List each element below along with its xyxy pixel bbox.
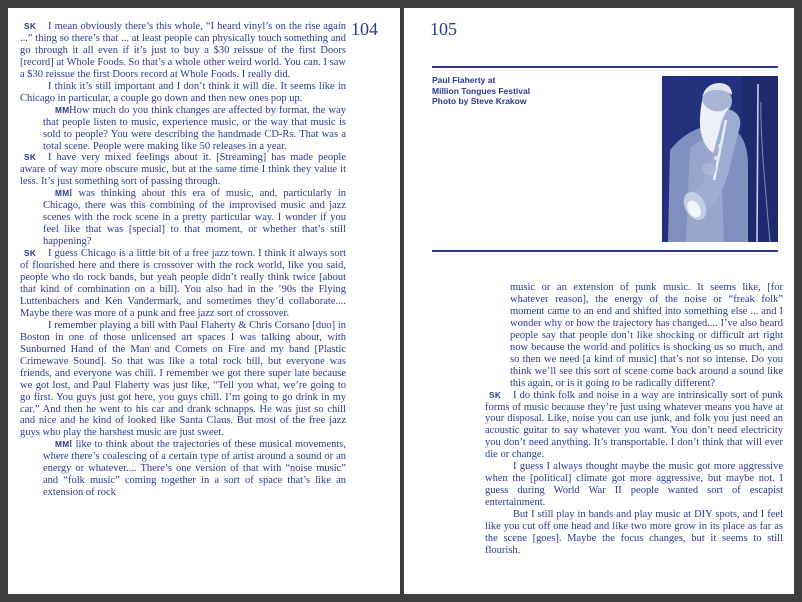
speech-block-mm: [43, 439, 346, 499]
speaker-label-sk: SK: [489, 389, 502, 400]
speech-block-continued: [20, 81, 346, 105]
speech-block-continued: [485, 509, 783, 557]
speech-text: I have very mixed feelings about it. [Streaming] has made people aware of way more obscure music, but at the same time I think they value it less. It’s just something sort of passing through.: [20, 152, 346, 188]
hand: [702, 163, 716, 175]
page-105: [404, 8, 794, 594]
saxophone-key: [714, 156, 718, 160]
speaker-label-mm: MM: [55, 439, 70, 450]
bottom-rule: [432, 250, 778, 252]
speech-text: I remember playing a bill with Paul Flaherty & Chris Corsano [duo] in Boston in one of those unlicensed art spaces I was talking about, with Sunburned Hand of the Man and Comets on Fire and my band [Plastic Crimewave Sound]. So that was like a total rock bill, but everyone was friends, and everyone was chill. I remember we got there super late because we got lost, and Paul Flaherty was just like, “Tell you what, we’re going to go first. You guys just got here, you guys chill. I’m going to go drink in my car.” And then he went to his car and drank schnapps. He was just so chill and nice and he kind of looked like Santa Claus. But most of the free jazz guys who play the harshest music are just sweet.: [20, 319, 346, 439]
left-text-column: [20, 21, 346, 499]
right-text-column: [485, 282, 783, 557]
speech-block-sk: [20, 248, 346, 320]
speech-text: I like to think about the trajectories of these musical movements, where there’s coalescing of a certain type of artist around a sound or an energy or whatever.... There’s one version of that with “noise music” and “folk music” coming together in a sort of space that’s like an extension of rock: [43, 439, 346, 499]
speaker-label-mm: MM: [55, 104, 70, 115]
photo-paul-flaherty-saxophone: [662, 76, 778, 242]
caption-line: Photo by Steve Krakow: [432, 96, 527, 106]
speech-block-mm: [43, 188, 346, 248]
mic-stand: [757, 84, 758, 242]
speech-block-mm: [43, 105, 346, 153]
speech-block-sk: [485, 390, 783, 462]
speech-block-sk: [20, 21, 346, 81]
speech-block-continued: [485, 461, 783, 509]
saxophone-key: [718, 144, 722, 148]
photo-caption: [432, 75, 530, 107]
speech-block-sk: [20, 152, 346, 188]
speech-text: I was thinking about this era of music, and, particularly in Chicago, there was this combining of the improvised music and jazz scenes with the rock scene in a pretty particular way. I wonder if you feel like that was [special] to that moment, or whether that’s still happening?: [43, 188, 346, 248]
top-rule: [432, 66, 778, 68]
speech-block-continued: [20, 320, 346, 440]
speaker-label-sk: SK: [24, 248, 37, 259]
speech-block-mm-continued: [510, 282, 783, 390]
speaker-label-sk: SK: [24, 21, 37, 31]
caption-line: Paul Flaherty at: [432, 75, 496, 85]
speech-text: I think it’s still important and I don’t think it will die. It seems like in Chicago in particular, a couple go down and then new ones pop up.: [20, 80, 346, 104]
speech-text: How much do you think changes are affected by format, the way that people listen to music, experience music, or the way that music is sold to people? You were describing the handmade CD-Rs. That was a total scene. People were making like 50 releases in a year.: [43, 104, 346, 152]
page-104: [8, 8, 400, 594]
speech-text: I guess I always thought maybe the music got more aggressive when the [political] climate got more aggressive, but maybe not. I guess during World War II people wanted sort of escapist entertainment.: [485, 461, 783, 509]
page-number-104: 104: [351, 19, 378, 39]
speaker-label-sk: SK: [24, 152, 37, 163]
page-number-105: 105: [430, 19, 457, 39]
speaker-label-mm: MM: [55, 188, 70, 199]
caption-line: Million Tongues Festival: [432, 85, 531, 96]
speech-text: I mean obviously there’s this whole, “I heard vinyl’s on the rise again ...” thing so there’s that ... at least people can physically touch something and go through it all even if it’s just to buy a $30 reissue of the first Doors [record] at Whole Foods. So that’s a whole other weird world. You can. I saw a $30 reissue the first Doors record at Whole Foods. I really did.: [20, 21, 346, 80]
speech-text: I do think folk and noise in a way are intrinsically sort of punk forms of music because they’re just using whatever means you have at your disposal. Like, noise you can use junk, and folk you just need an acoustic guitar to say whatever you want. You don’t need electricity you don’t need anything. It’s transportable. I don’t think that will ever die or change.: [485, 389, 783, 461]
speech-text: music or an extension of punk music. It seems like, [for whatever reason], the energy of the noise or “freak folk” moment came to an end and shifted into something else ... and I wonder why or how the trajectory has changed.... I’ve also heard people say that people don’t like shocking or difficult art right now because the world and politics is shocking us so much, and so then we need [a kind of music] that’s not so intense. Do you think we’ll see this sort of scene come back around a sound like this again, or is it going to be radically different?: [510, 282, 783, 389]
speech-text: I guess Chicago is a little bit of a free jazz town. I think it always sort of flourished here and there is crossover with the rock world, like you said, people who do rock bands, but yeah people didn’t really think twice [about that kind of combination on a bill]. You also had in the ’90s the Flying Luttenbachers and Ken Vandermark, and sometimes they’d collaborate.... Maybe there was more of a punk and free jazz sort of crossover.: [20, 248, 346, 319]
speech-text: But I still play in bands and play music at DIY spots, and I feel like you cut off one head and like two more grow in its place as far as the scene [goes]. Maybe the focus changes, but it seems to still flourish.: [485, 509, 783, 556]
